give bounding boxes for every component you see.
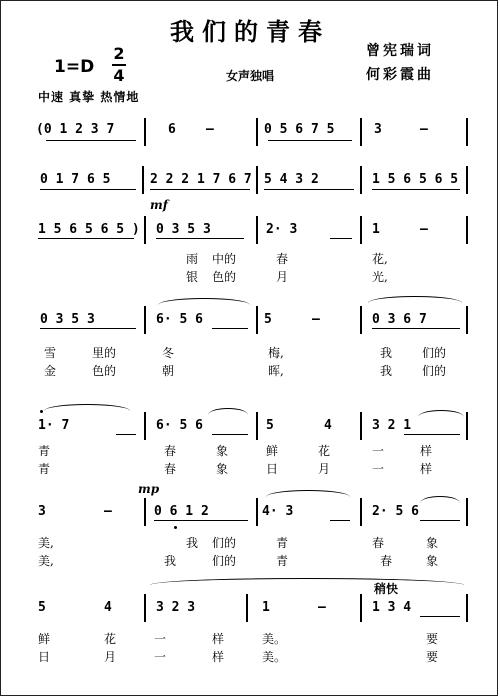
measure-notes: —	[104, 504, 112, 519]
measure-notes: 0 3 5 3	[40, 312, 95, 327]
tempo-marking: 中速 真挚 热情地	[38, 90, 140, 104]
lyric-syllable: 色的	[92, 364, 117, 378]
measure-notes: 3	[374, 122, 382, 137]
lyric-syllable: 要	[426, 650, 439, 664]
lyric-syllable: 青	[276, 554, 289, 568]
lyric-syllable: 春	[372, 536, 385, 550]
measure-notes: 0 6 1 2	[154, 504, 209, 519]
measure-notes: 3	[38, 504, 46, 519]
lyric-syllable: 梅,	[268, 346, 284, 360]
lyric-syllable: 月	[276, 270, 289, 284]
barline	[256, 166, 258, 194]
beam-line	[40, 189, 136, 190]
lyric-syllable: 光,	[372, 270, 388, 284]
lyric-syllable: 美。	[262, 650, 287, 664]
measure-notes: 0 1 7 6 5	[40, 172, 111, 187]
barline	[466, 216, 468, 244]
barline	[360, 594, 362, 622]
beam-line	[154, 520, 248, 521]
beam-line	[268, 140, 352, 141]
measure-notes: 2 2 2 1 7 6 7	[150, 172, 252, 187]
barline	[246, 594, 248, 622]
lyric-syllable: 一	[372, 444, 385, 458]
lyric-syllable: 样	[420, 444, 433, 458]
beam-line	[372, 189, 460, 190]
time-signature-top: 2	[113, 44, 125, 63]
measure-notes: —	[420, 122, 428, 137]
lyric-syllable: 要	[426, 632, 439, 646]
lyric-syllable: 花	[104, 632, 117, 646]
measure-notes: 1 5 6 5 6 5	[372, 172, 459, 187]
lyric-syllable: 象	[426, 554, 439, 568]
barline	[360, 412, 362, 440]
lyric-syllable: 样	[212, 650, 225, 664]
barline	[142, 166, 144, 194]
barline	[144, 412, 146, 440]
slur-mark	[150, 578, 464, 585]
measure-notes: (0 1 2 3 7	[36, 122, 115, 137]
measure-notes: 4	[324, 418, 332, 433]
composer-credit: 何彩霞曲	[366, 67, 434, 83]
beam-line	[38, 238, 134, 239]
lyric-syllable: 春	[276, 252, 289, 266]
barline	[144, 594, 146, 622]
lyric-syllable: 样	[212, 632, 225, 646]
beam-line	[212, 434, 248, 435]
measure-notes: 1	[262, 600, 270, 615]
lyric-syllable: 们的	[422, 364, 447, 378]
measure-notes: 1 5 6 5 6 5 )	[38, 222, 140, 237]
measure-notes: 0 3 5 3	[156, 222, 211, 237]
barline	[144, 306, 146, 334]
low-octave-dot	[174, 526, 177, 529]
lyric-syllable: 月	[104, 650, 117, 664]
measure-notes: 1 3 4	[372, 600, 412, 615]
barline	[256, 216, 258, 244]
measure-notes: 0 3 6 7	[372, 312, 427, 327]
lyric-syllable: 我	[380, 346, 393, 360]
measure-notes: 2· 3	[266, 222, 298, 237]
lyric-syllable: 日	[38, 650, 51, 664]
lyric-syllable: 们的	[422, 346, 447, 360]
lyric-syllable: 春	[164, 462, 177, 476]
barline	[144, 498, 146, 526]
measure-notes: 5	[38, 600, 46, 615]
dynamic-marking: mp	[138, 482, 160, 496]
lyric-syllable: 朝	[162, 364, 175, 378]
slur-mark	[208, 408, 248, 415]
slur-mark	[420, 496, 460, 503]
lyric-syllable: 们的	[212, 554, 237, 568]
lyric-syllable: 一	[154, 650, 167, 664]
barline	[466, 166, 468, 194]
measure-notes: 0 5 6 7 5	[264, 122, 335, 137]
barline	[466, 306, 468, 334]
barline	[144, 216, 146, 244]
lyric-syllable: 美。	[262, 632, 287, 646]
barline	[360, 216, 362, 244]
beam-line	[40, 328, 136, 329]
lyric-syllable: 色的	[212, 270, 237, 284]
lyric-syllable: 美,	[38, 536, 54, 550]
measure-notes: 5	[264, 312, 272, 327]
lyric-syllable: 象	[216, 462, 229, 476]
lyric-syllable: 雨	[186, 252, 199, 266]
lyric-syllable: 们的	[212, 536, 237, 550]
measure-notes: 5 4 3 2	[264, 172, 319, 187]
beam-line	[404, 434, 460, 435]
barline	[360, 498, 362, 526]
lyric-syllable: 青	[38, 444, 51, 458]
measure-notes: 1· 7	[38, 418, 70, 433]
barline	[256, 412, 258, 440]
measure-notes: —	[420, 222, 428, 237]
song-title: 我们的青春	[170, 17, 330, 46]
barline	[360, 166, 362, 194]
lyric-syllable: 花	[318, 444, 331, 458]
measure-notes: 6· 5 6	[156, 418, 203, 433]
tempo-change-annotation: 稍快	[374, 582, 399, 596]
measure-notes: 5	[266, 418, 274, 433]
barline	[466, 498, 468, 526]
barline	[256, 306, 258, 334]
measure-notes: 2· 5 6	[372, 504, 419, 519]
lyric-syllable: 我	[164, 554, 177, 568]
lyric-syllable: 冬	[162, 346, 175, 360]
slur-mark	[44, 404, 130, 411]
lyric-syllable: 日	[266, 462, 279, 476]
beam-line	[264, 189, 354, 190]
beam-line	[420, 616, 460, 617]
lyric-syllable: 青	[276, 536, 289, 550]
beam-line	[156, 238, 244, 239]
lyric-syllable: 里的	[92, 346, 117, 360]
beam-line	[330, 238, 352, 239]
measure-notes: 4· 3	[262, 504, 294, 519]
lyric-syllable: 中的	[212, 252, 237, 266]
performance-type: 女声独唱	[226, 69, 275, 83]
beam-line	[212, 328, 248, 329]
time-signature	[112, 44, 126, 86]
barline	[466, 118, 468, 146]
lyric-syllable: 我	[186, 536, 199, 550]
barline	[466, 594, 468, 622]
barline	[360, 118, 362, 146]
lyric-syllable: 鲜	[38, 632, 51, 646]
beam-line	[420, 520, 460, 521]
lyric-syllable: 春	[164, 444, 177, 458]
measure-notes: 3 2 1	[372, 418, 412, 433]
measure-notes: —	[312, 312, 320, 327]
key-signature: 1=D	[54, 57, 95, 77]
barline	[144, 118, 146, 146]
lyric-syllable: 我	[380, 364, 393, 378]
barline	[256, 498, 258, 526]
lyric-syllable: 象	[426, 536, 439, 550]
lyric-syllable: 金	[44, 364, 57, 378]
lyric-syllable: 银	[186, 270, 199, 284]
lyric-syllable: 一	[154, 632, 167, 646]
beam-line	[116, 434, 136, 435]
measure-notes: 6· 5 6	[156, 312, 203, 327]
lyric-syllable: 雪	[44, 346, 57, 360]
lyric-syllable: 月	[318, 462, 331, 476]
measure-notes: —	[206, 122, 214, 137]
lyric-syllable: 一	[372, 462, 385, 476]
measure-notes: —	[318, 600, 326, 615]
lyric-syllable: 鲜	[266, 444, 279, 458]
slur-mark	[368, 296, 462, 303]
lyric-syllable: 样	[420, 462, 433, 476]
lyric-syllable: 春	[380, 554, 393, 568]
measure-notes: 4	[104, 600, 112, 615]
lyric-syllable: 青	[38, 462, 51, 476]
lyric-syllable: 美,	[38, 554, 54, 568]
high-octave-dot	[40, 410, 43, 413]
dynamic-marking: mf	[150, 198, 168, 212]
slur-mark	[158, 298, 250, 305]
measure-notes: 1	[372, 222, 380, 237]
beam-line	[372, 328, 460, 329]
beam-line	[46, 140, 136, 141]
beam-line	[330, 520, 350, 521]
slur-mark	[266, 490, 350, 497]
measure-notes: 6	[168, 122, 176, 137]
lyric-syllable: 象	[216, 444, 229, 458]
barline	[256, 118, 258, 146]
time-signature-bottom: 4	[113, 66, 125, 85]
slur-mark	[418, 410, 464, 417]
measure-notes: 3 2 3	[156, 600, 196, 615]
barline	[466, 412, 468, 440]
barline	[360, 306, 362, 334]
lyric-syllable: 花,	[372, 252, 388, 266]
lyricist-credit: 曾宪瑞词	[366, 43, 434, 59]
lyric-syllable: 晖,	[268, 364, 284, 378]
beam-line	[150, 189, 250, 190]
